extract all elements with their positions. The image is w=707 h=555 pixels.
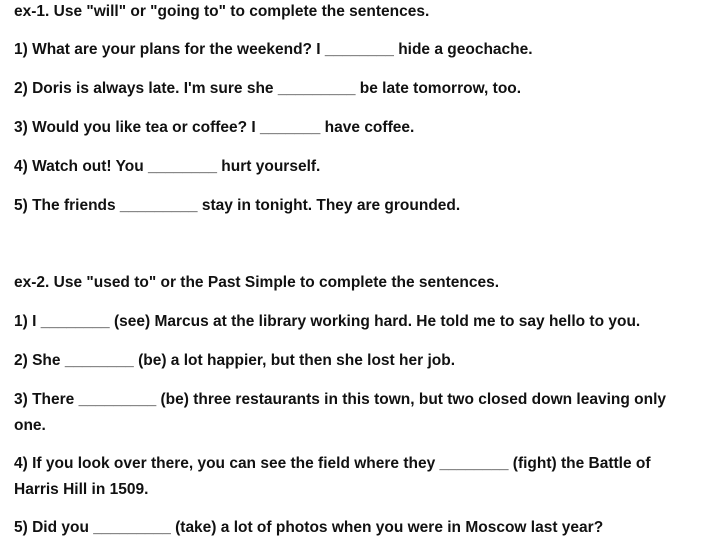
exercise-2-item-1: 1) I ________ (see) Marcus at the library working hard. He told me to say hello to you. [14,313,641,330]
exercise-1-item-4: 4) Watch out! You ________ hurt yourself. [14,158,321,175]
exercise-1-item-1: 1) What are your plans for the weekend? I ________ hide a geochache. [14,41,533,58]
exercise-1-item-2: 2) Doris is always late. I'm sure she _________ be late tomorrow, too. [14,80,522,97]
exercise-1-item-3: 3) Would you like tea or coffee? I _______ have coffee. [14,119,415,136]
exercise-2-item-3: 3) There _________ (be) three restaurants in this town, but two closed down leaving only one. [14,391,667,434]
exercise-2-heading: ex-2. Use "used to" or the Past Simple to complete the sentences. [14,274,500,291]
exercise-1-heading: ex-1. Use "will" or "going to" to complete the sentences. [14,3,430,20]
exercise-2-item-2: 2) She ________ (be) a lot happier, but then she lost her job. [14,352,456,369]
exercise-2-item-5: 5) Did you _________ (take) a lot of photos when you were in Moscow last year? [14,519,604,536]
exercise-2-item-4: 4) If you look over there, you can see the field where they ________ (fight) the Battle of Harris Hill in 1509. [14,455,651,498]
exercise-1-item-5: 5) The friends _________ stay in tonight. They are grounded. [14,197,461,214]
